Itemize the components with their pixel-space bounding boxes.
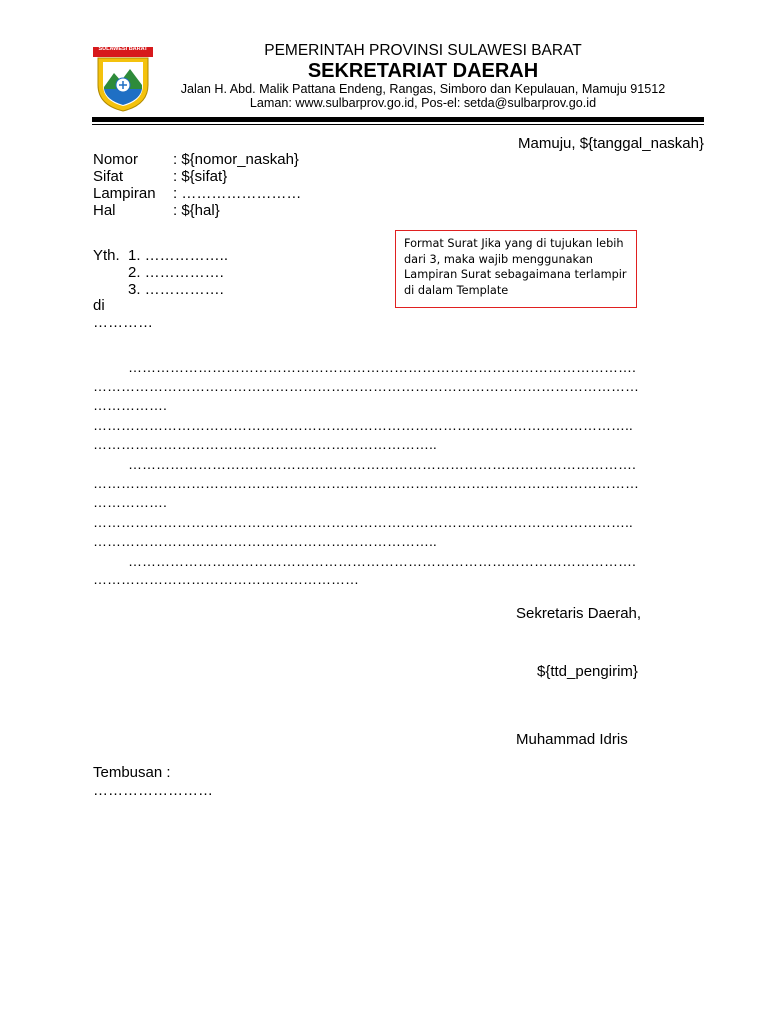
body-line: ………………………………………………………………..	[93, 533, 437, 549]
header-rule-thin	[92, 124, 704, 125]
recipient-item-2: 2. …………….	[128, 264, 224, 281]
recipient-place: …………	[93, 314, 153, 331]
note-line: Lampiran Surat sebagaimana terlampir	[404, 268, 627, 281]
header-address: Jalan H. Abd. Malik Pattana Endeng, Rangas, Simboro dan Kepulauan, Mamuju 91512	[180, 82, 666, 96]
cc-value: ……………………	[93, 782, 213, 799]
cc-label: Tembusan :	[93, 764, 171, 781]
header-contact: Laman: www.sulbarprov.go.id, Pos-el: setda@sulbarprov.go.id	[249, 96, 597, 110]
meta-label-lampiran: Lampiran	[93, 185, 156, 202]
meta-label-hal: Hal	[93, 202, 116, 219]
body-line: ………………………………………………………………..	[93, 436, 437, 452]
note-line: dari 3, maka wajib menggunakan	[404, 252, 593, 266]
note-line: di dalam Template	[404, 283, 509, 297]
recipient-di: di	[93, 297, 105, 314]
body-line: ……………………………………………………………………………………………….	[128, 553, 636, 569]
signature-title: Sekretaris Daerah,	[516, 605, 642, 622]
body-line: ………………………………………………………………………………………………………	[93, 378, 639, 394]
header-office: SEKRETARIAT DAERAH	[307, 60, 539, 82]
header-government: PEMERINTAH PROVINSI SULAWESI BARAT	[264, 42, 582, 59]
body-line: …………….	[93, 494, 167, 510]
body-line: ……………………………………………………………………………………………………..	[93, 417, 633, 433]
signature-name: Muhammad Idris	[516, 731, 628, 748]
body-line: …………….	[93, 397, 167, 413]
letter-date: Mamuju, ${tanggal_naskah}	[518, 135, 704, 152]
signature-placeholder: ${ttd_pengirim}	[537, 663, 638, 680]
logo-emblem-icon	[90, 45, 156, 113]
template-note-box	[395, 230, 637, 308]
meta-value-nomor: : ${nomor_naskah}	[173, 151, 299, 168]
meta-value-lampiran: : ……………………	[173, 185, 302, 202]
body-line: ………………………………………………………………………………………………………	[93, 475, 639, 491]
note-line: Format Surat Jika yang di tujukan lebih	[404, 237, 624, 250]
meta-value-sifat: : ${sifat}	[173, 168, 228, 185]
meta-value-hal: : ${hal}	[173, 202, 220, 219]
body-line: ……………………………………………………………………………………………….	[128, 456, 636, 472]
body-line: ……………………………………………………………………………………………….	[128, 359, 636, 375]
meta-label-nomor: Nomor	[93, 151, 139, 168]
body-line: …………………………………………………	[93, 571, 359, 587]
meta-label-sifat: Sifat	[93, 168, 124, 185]
recipient-item-1: 1. ……………..	[128, 247, 229, 264]
logo-banner-text: SULAWESI BARAT	[98, 46, 148, 52]
recipient-yth: Yth.	[93, 247, 120, 264]
recipient-item-3: 3. …………….	[128, 281, 224, 298]
header-rule-thick	[92, 117, 704, 122]
body-line: ……………………………………………………………………………………………………..	[93, 514, 633, 530]
